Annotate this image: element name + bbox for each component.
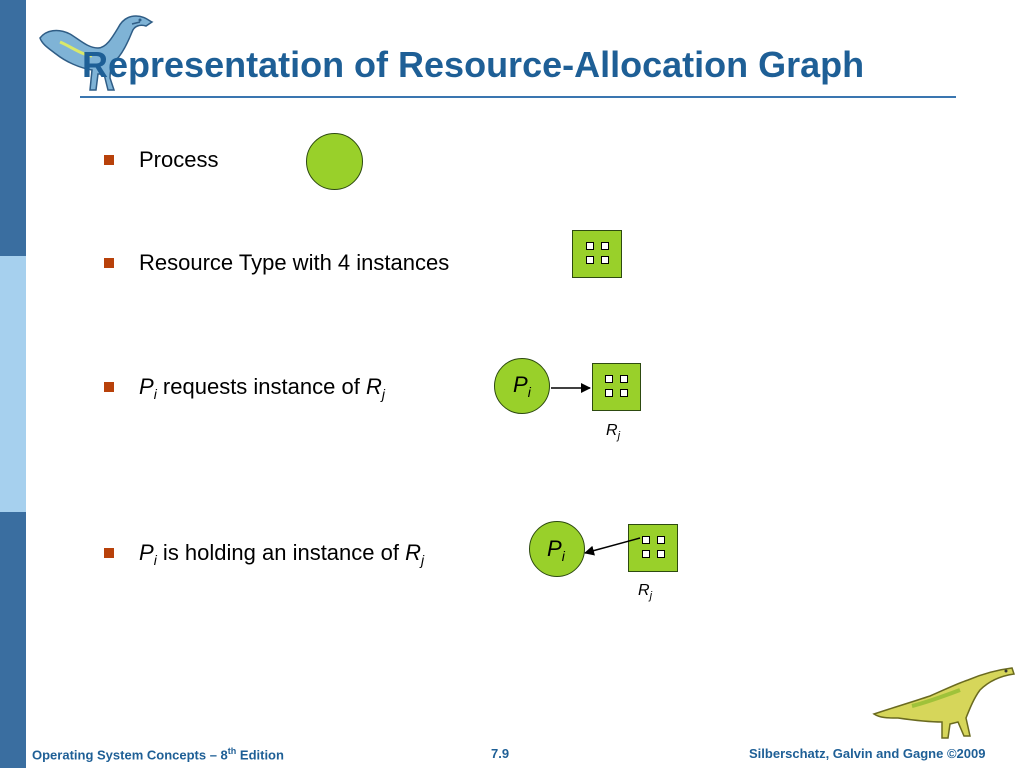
footer-page-number: 7.9	[491, 746, 510, 761]
process-subscript: i	[153, 552, 157, 568]
resource-label-letter: R	[638, 582, 650, 599]
footer-book-title	[32, 746, 284, 762]
dinosaur-footer-icon	[872, 662, 1020, 742]
process-label-subscript: i	[561, 548, 565, 564]
footer-book-title-text: Operating System Concepts – 8	[32, 747, 228, 763]
process-label-subscript: i	[527, 384, 531, 400]
resource-symbol: R	[405, 540, 421, 565]
bullet-resource-type: Resource Type with 4 instances	[139, 250, 450, 275]
assignment-edge-arrow	[585, 538, 640, 553]
resource-label-subscript: j	[617, 430, 621, 442]
process-symbol: P	[139, 540, 154, 565]
process-label-letter: P	[513, 372, 528, 397]
process-symbol: P	[139, 374, 154, 399]
resource-subscript: j	[381, 386, 385, 402]
bullet-process: Process	[139, 147, 219, 172]
footer-superscript: th	[227, 746, 237, 756]
footer-edition-text: Edition	[236, 747, 284, 763]
resource-subscript: j	[420, 552, 425, 568]
resource-label-subscript: j	[649, 590, 653, 602]
bullet-request-text: requests instance of	[156, 374, 366, 399]
slide-title: Representation of Resource-Allocation Graph	[82, 44, 865, 85]
resource-label-letter: R	[606, 422, 618, 439]
footer-copyright: Silberschatz, Galvin and Gagne ©2009	[749, 746, 986, 761]
resource-symbol: R	[365, 374, 382, 399]
bullet-holding-text: is holding an instance of	[156, 540, 406, 565]
process-label-letter: P	[547, 536, 562, 561]
process-subscript: i	[153, 386, 157, 402]
